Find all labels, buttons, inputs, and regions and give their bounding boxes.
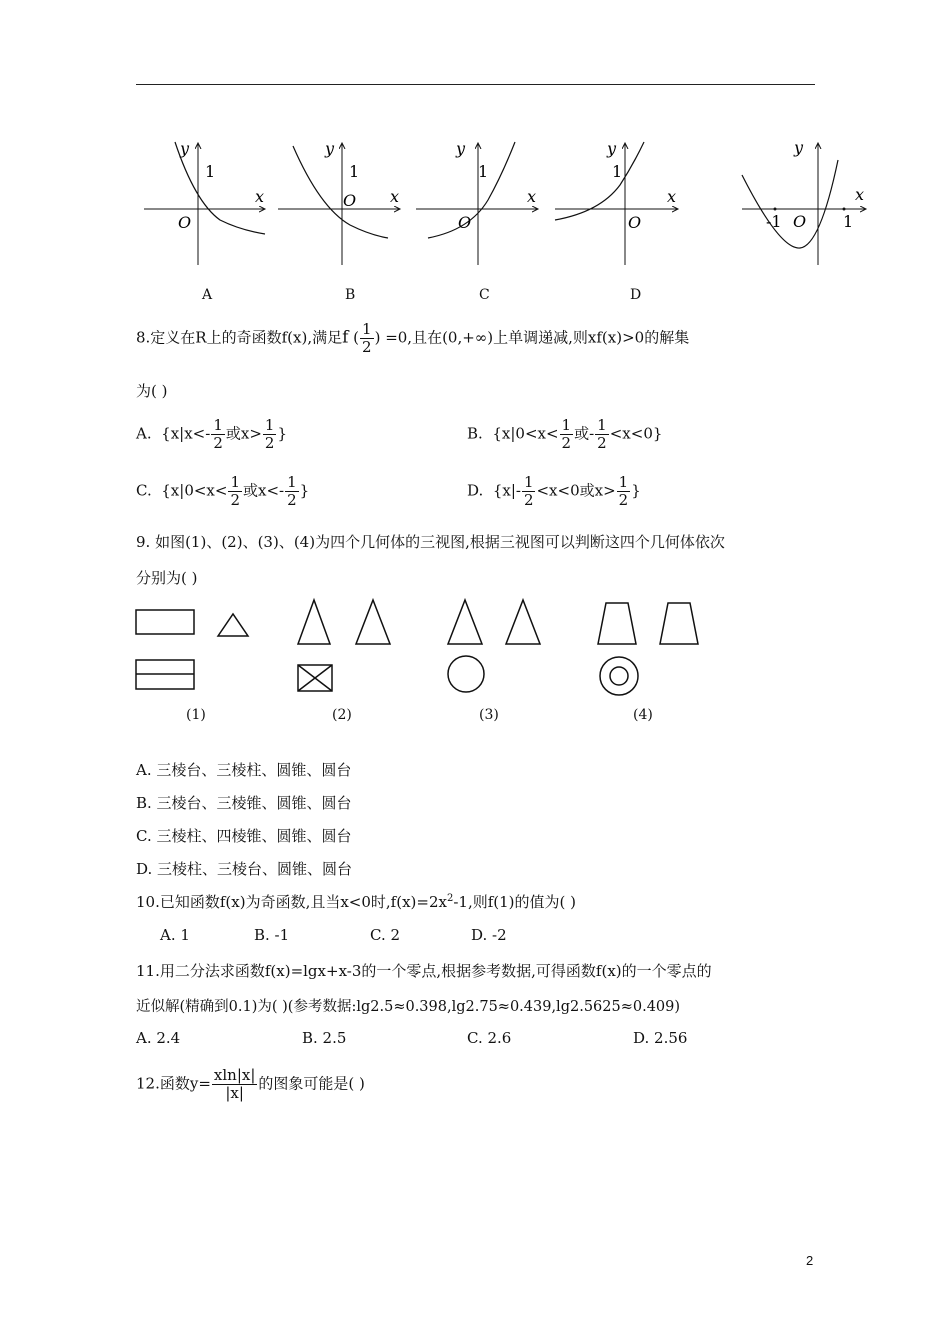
- q9-option-c: C. 三棱柱、四棱锥、圆锥、圆台: [136, 827, 352, 845]
- q11-stem-line1: 11.用二分法求函数f(x)=lgx+x-3的一个零点,根据参考数据,可得函数f(x)的一个零点的: [136, 962, 712, 980]
- q8-option-b: B. {x|0<x< $\frac{1}{2}$ 或- $\frac{1}{2}$ <x<0}: [467, 416, 663, 452]
- origin-label: O: [178, 213, 192, 232]
- figure-1: [136, 610, 248, 689]
- tick-label: 1: [612, 162, 623, 181]
- q10-option-b: B. -1: [254, 926, 290, 944]
- graph-b: [278, 139, 400, 265]
- tick-label: 1: [349, 162, 360, 181]
- q11-option-c: C. 2.6: [467, 1029, 512, 1047]
- q8-option-d: D. {x|- $\frac{1}{2}$ <x<0或x> $\frac{1}{2}$ }: [467, 473, 641, 509]
- figure-label-3: (3): [479, 707, 499, 723]
- q11-stem-line2: 近似解(精确到0.1)为( )(参考数据:lg2.5≈0.398,lg2.75≈0.439,lg2.5625≈0.409): [136, 999, 681, 1015]
- q8-stem-line2: 为( ): [136, 382, 168, 400]
- x-axis-label: x: [667, 187, 677, 206]
- q9-option-a: A. 三棱台、三棱柱、圆锥、圆台: [136, 761, 352, 779]
- figure-label-2: (2): [332, 707, 352, 723]
- x-axis-label: x: [855, 185, 865, 204]
- q10-option-a: A. 1: [160, 926, 190, 944]
- y-axis-label: y: [794, 138, 804, 157]
- x-axis-label: x: [527, 187, 537, 206]
- figure-label-4: (4): [633, 707, 653, 723]
- figure-4: [598, 603, 698, 695]
- q9-stem-line2: 分别为( ): [136, 569, 198, 587]
- q8-stem-text: 8.定义在R上的奇函数f(x),满足: [136, 328, 343, 347]
- q10-stem: 10.已知函数f(x)为奇函数,且当x<0时$,f(x)=2x^2-1$,则f(1)的值为( ): [136, 893, 576, 911]
- q12-stem: 12.函数y= $\frac{xln|x|}{|x|}$ 的图象可能是( ): [136, 1066, 365, 1102]
- tick-label: 1: [478, 162, 489, 181]
- origin-label: O: [458, 213, 472, 232]
- q8-stem-line1: 8.定义在R上的奇函数f(x),满足f ( $\frac{1}{2}$ ) =0,且在(0,+∞)上单调递减,则xf(x)>0的解集: [136, 320, 690, 356]
- graph-parabola: [742, 138, 866, 265]
- graph-d: [555, 139, 678, 265]
- y-axis-label: y: [607, 139, 617, 158]
- q9-option-d: D. 三棱柱、三棱台、圆锥、圆台: [136, 860, 353, 878]
- graph-c: [416, 139, 538, 265]
- graph-caption-a: A: [202, 287, 213, 303]
- origin-label: O: [793, 212, 807, 231]
- f-symbol: f: [342, 327, 349, 348]
- graph-caption-b: B: [345, 287, 356, 303]
- origin-label: O: [343, 191, 357, 210]
- y-axis-label: y: [456, 139, 466, 158]
- x-axis-label: x: [390, 187, 400, 206]
- y-axis-label: y: [180, 139, 190, 158]
- q8-stem-text-2: =0,且在(0,+∞)上单调递减,则xf(x)>0的解集: [385, 328, 690, 347]
- tick-neg-one-label: -1: [766, 212, 782, 231]
- q11-option-d: D. 2.56: [633, 1029, 688, 1047]
- graph-caption-c: C: [479, 287, 490, 303]
- page-number: 2: [806, 1253, 814, 1268]
- graph-a: [144, 139, 265, 265]
- three-view-figures: [130, 590, 730, 705]
- tick-label: 1: [205, 162, 216, 181]
- q10-option-d: D. -2: [471, 926, 507, 944]
- tick-one-label: 1: [843, 212, 854, 231]
- figure-label-1: (1): [186, 707, 206, 723]
- function-graphs: [130, 130, 880, 275]
- figure-2: [298, 600, 390, 691]
- q8-option-a: A. {x|x<- $\frac{1}{2}$ 或x> $\frac{1}{2}$ }: [136, 416, 287, 452]
- q11-option-b: B. 2.5: [302, 1029, 347, 1047]
- origin-label: O: [628, 213, 642, 232]
- q10-option-c: C. 2: [370, 926, 401, 944]
- q8-option-c: C. {x|0<x< $\frac{1}{2}$ 或x<- $\frac{1}{2}$ }: [136, 473, 310, 509]
- graph-caption-d: D: [630, 287, 642, 303]
- q9-option-b: B. 三棱台、三棱锥、圆锥、圆台: [136, 794, 352, 812]
- figure-3: [448, 600, 540, 692]
- header-rule: [136, 84, 815, 85]
- y-axis-label: y: [325, 139, 335, 158]
- q11-option-a: A. 2.4: [136, 1029, 181, 1047]
- q9-stem-line1: 9. 如图(1)、(2)、(3)、(4)为四个几何体的三视图,根据三视图可以判断这四个几何体依次: [136, 533, 725, 551]
- x-axis-label: x: [255, 187, 265, 206]
